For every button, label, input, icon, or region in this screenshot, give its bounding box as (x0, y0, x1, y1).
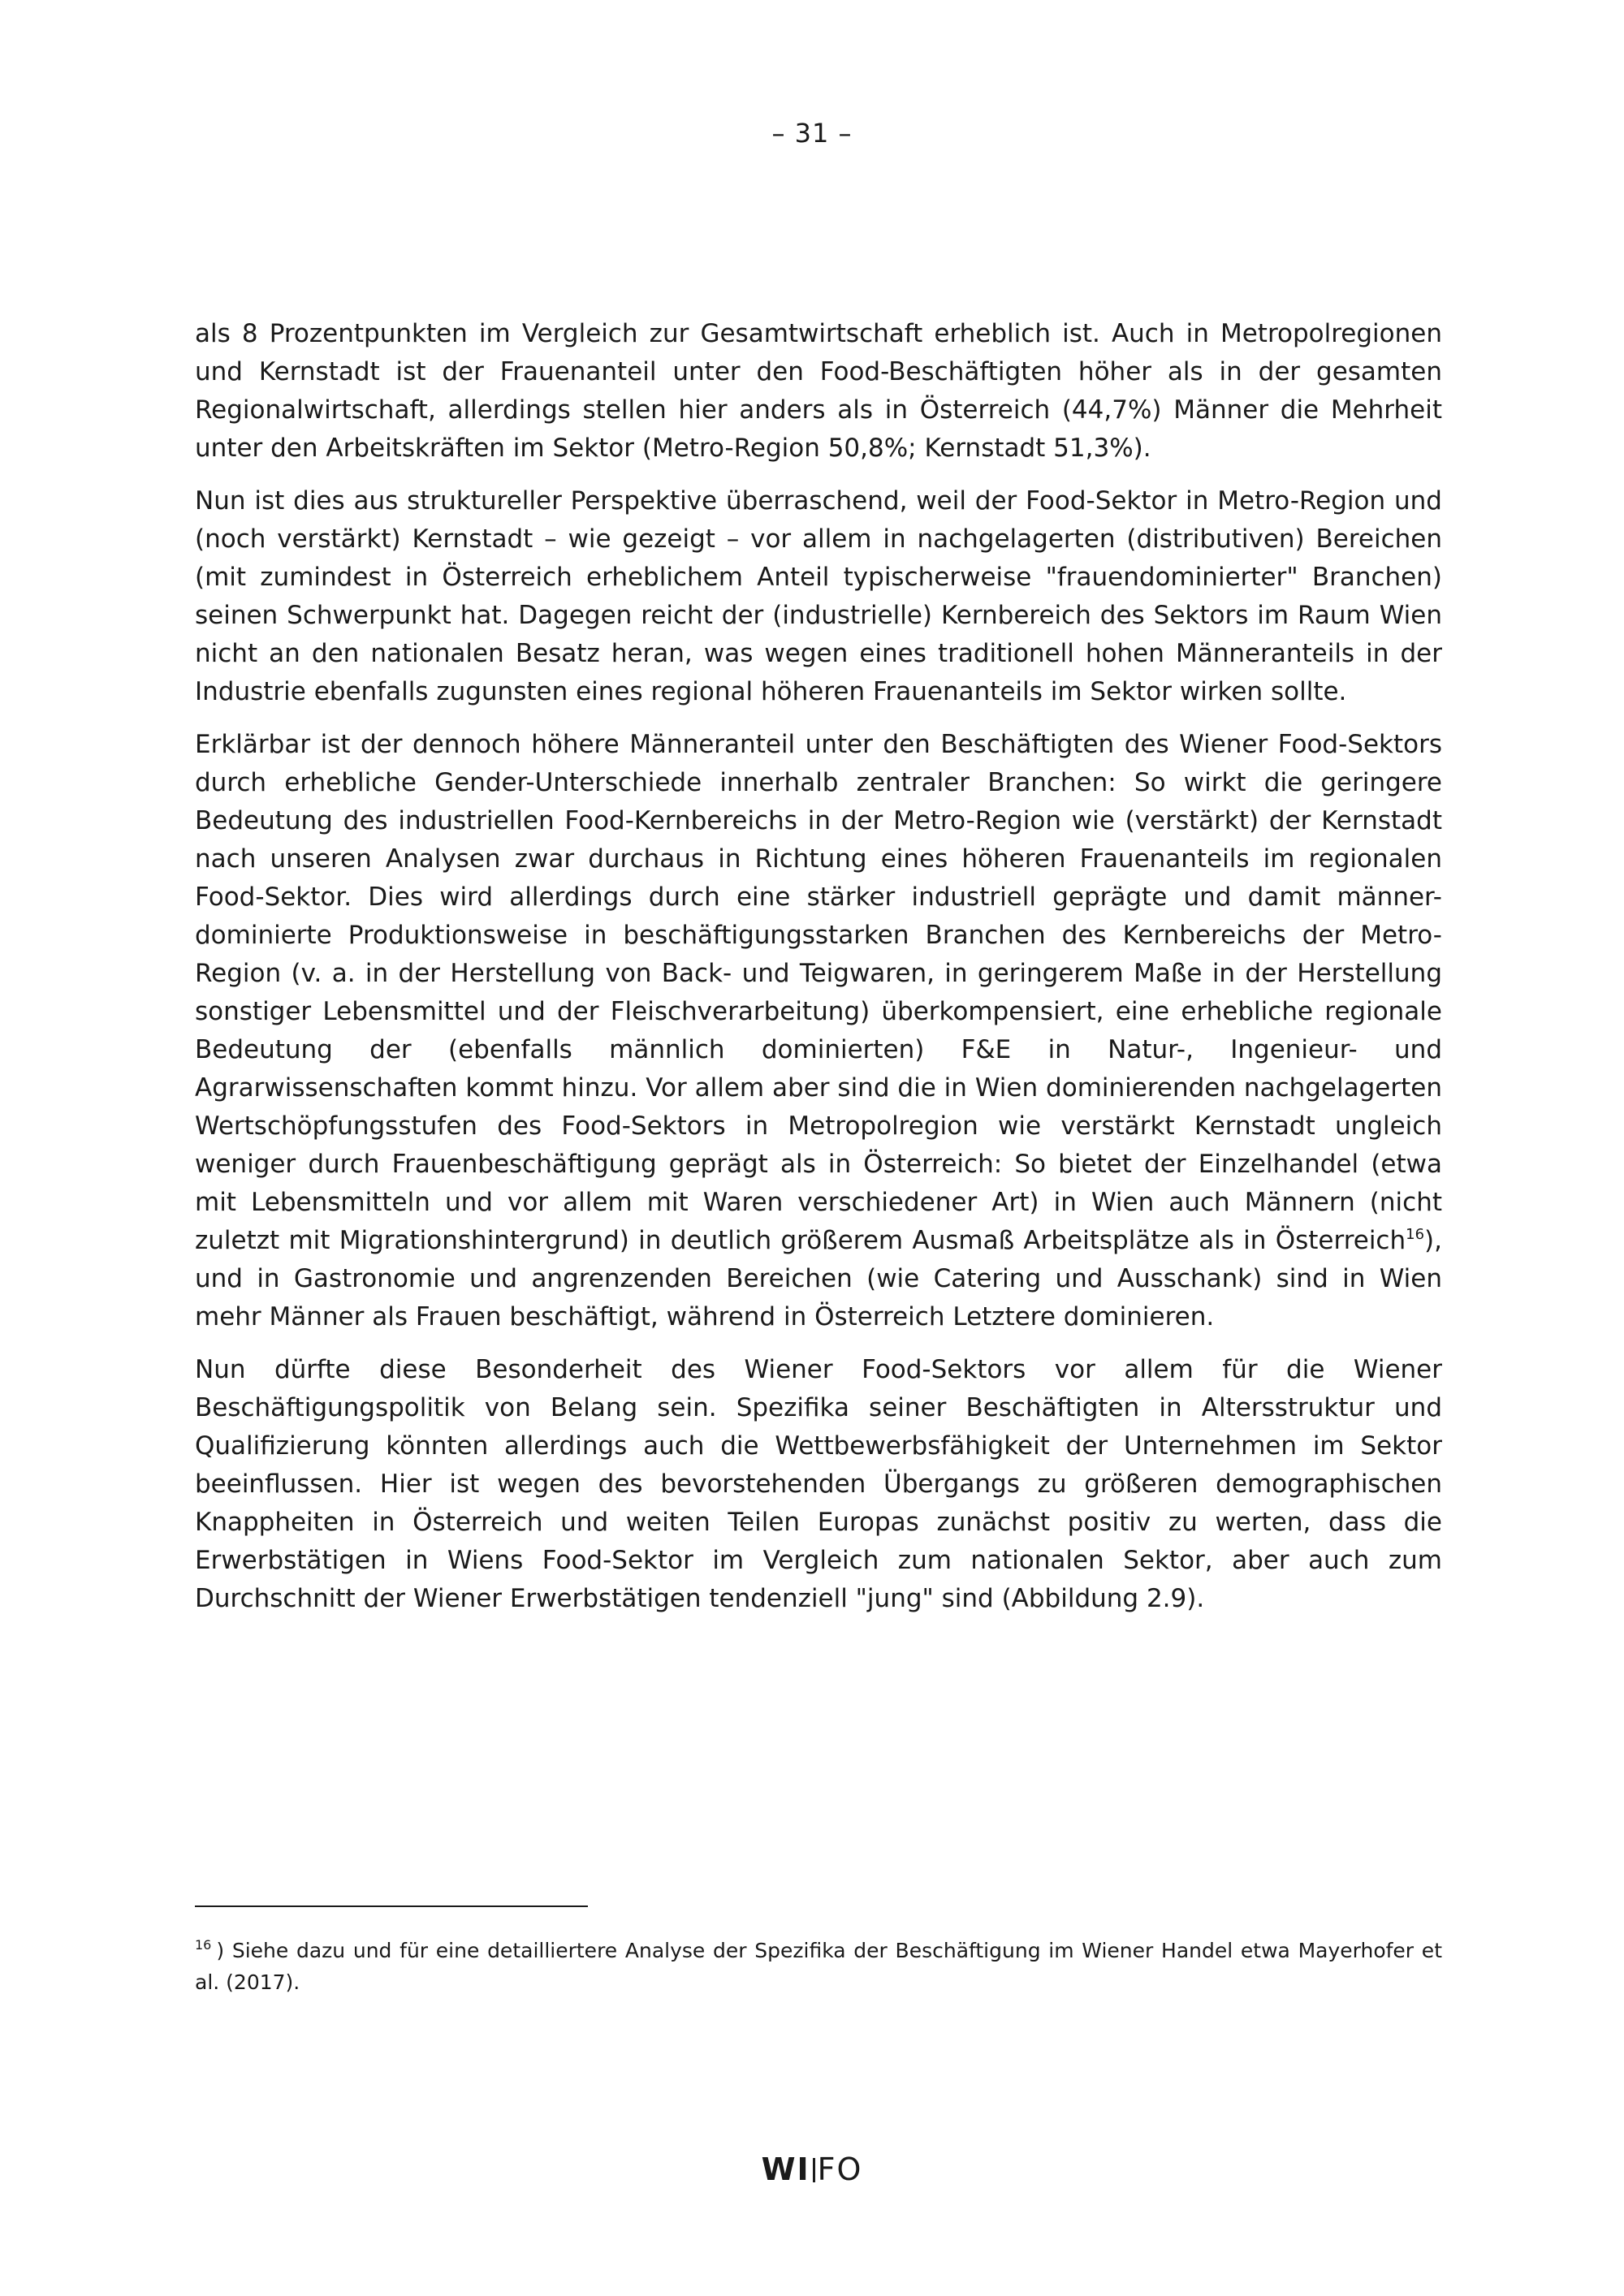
body-text (195, 315, 1442, 1633)
paragraph-3-text-b: ), und in Gastronomie und angrenzenden Bereichen (wie Catering und Ausschank) sind in Wien mehr Männer als Frauen beschäftigt, während in Österreich Letztere dominieren. (195, 1226, 1442, 1331)
paragraph-4: Nun dürfte diese Besonderheit des Wiener Food-Sektors vor allem für die Wiener Beschäftigungspolitik von Belang sein. Spezifika seiner Beschäftigten in Altersstruktur und Qualifizierung könnten allerdings auch die Wettbewerbsfähigkeit der Unternehmen im Sektor beeinflussen. Hier ist wegen des bevorstehenden Übergangs zu größeren demographischen Knappheiten in Österreich und weiten Teilen Europas zunächst positiv zu werten, dass die Erwerbstätigen in Wiens Food-Sektor im Vergleich zum nationalen Sektor, aber auch zum Durchschnitt der Wiener Erwerbstätigen tendenziell "jung" sind (Abbildung 2.9). (195, 1355, 1442, 1613)
logo-text-part1: WI (761, 2151, 810, 2187)
paragraph-3 (195, 726, 1442, 1336)
footnote-divider (195, 1905, 588, 1907)
paragraph-3-text-a: Erklärbar ist der dennoch höhere Männeranteil unter den Beschäftigten des Wiener Food-Sektors durch erhebliche Gender-Unterschiede innerhalb zentraler Branchen: So wirkt die geringere Bedeutung des industriellen Food-Kernbereichs in der Metro-Region wie (verstärkt) der Kernstadt nach unseren Analysen zwar durchaus in Richtung eines höheren Frauenanteils im regionalen Food-Sektor. Dies wird allerdings durch eine stärker industriell geprägte und damit männer-dominierte Produktionsweise in beschäftigungsstarken Branchen des Kernbereichs der Metro-Region (v. a. in der Herstellung von Back- und Teigwaren, in geringerem Maße in der Herstellung sonstiger Lebensmittel und der Fleischverarbeitung) überkompensiert, eine erhebliche regionale Bedeutung der (ebenfalls männlich dominierten) F&E in Natur-, Ingenieur- und Agrarwissenschaften kommt hinzu. Vor allem aber sind die in Wien dominierenden nachgelagerten Wertschöpfungsstufen des Food-Sektors in Metropolregion wie verstärkt Kernstadt ungleich weniger durch Frauenbeschäftigung geprägt als in Österreich: So bietet der Einzelhandel (etwa mit Lebensmitteln und vor allem mit Waren verschiedener Art) in Wien auch Männern (nicht zuletzt mit Migrationshintergrund) in deutlich größerem Ausmaß Arbeitsplätze als in Österreich (195, 730, 1442, 1255)
page-number: – 31 – (771, 118, 853, 149)
footnote (195, 1935, 1442, 1998)
footnote-reference[interactable]: 16 (1406, 1226, 1425, 1243)
wifo-logo (0, 2151, 1624, 2187)
paragraph-1: als 8 Prozentpunkten im Vergleich zur Gesamtwirtschaft erheblich ist. Auch in Metropolregionen und Kernstadt ist der Frauenanteil unter den Food-Beschäftigten höher als in der gesamten Regionalwirtschaft, allerdings stellen hier anders als in Österreich (44,7%) Männer die Mehrheit unter den Arbeitskräften im Sektor (Metro-Region 50,8%; Kernstadt 51,3%). (195, 319, 1442, 463)
footnote-text: ) Siehe dazu und für eine detailliertere Analyse der Spezifika der Beschäftigung im Wiener Handel etwa Mayerhofer et al. (2017). (195, 1939, 1442, 1994)
logo-divider-bar (813, 2158, 815, 2182)
logo-text-part2: FO (817, 2151, 863, 2187)
paragraph-2: Nun ist dies aus struktureller Perspektive überraschend, weil der Food-Sektor in Metro-Region und (noch verstärkt) Kernstadt – wie gezeigt – vor allem in nachgelagerten (distributiven) Bereichen (mit zumindest in Österreich erheblichem Anteil typischerweise "frauendominierter" Branchen) seinen Schwerpunkt hat. Dagegen reicht der (industrielle) Kernbereich des Sektors im Raum Wien nicht an den nationalen Besatz heran, was wegen eines traditionell hohen Männeranteils in der Industrie ebenfalls zugunsten eines regional höheren Frauenanteils im Sektor wirken sollte. (195, 486, 1442, 706)
footnote-marker: 16 (195, 1937, 212, 1953)
